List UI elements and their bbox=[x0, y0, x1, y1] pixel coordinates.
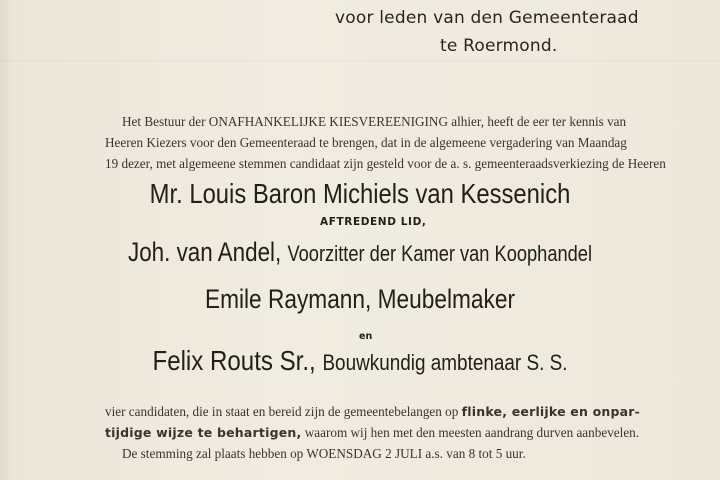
candidate-4-name: Felix Routs Sr., bbox=[152, 345, 316, 376]
heading-line-2: te Roermond. bbox=[440, 36, 558, 56]
intro-line-1: Het Bestuur der ONAFHANKELIJKE KIESVEREENIGING alhier, heeft de eer ter kennis van bbox=[122, 114, 627, 129]
candidate-3 bbox=[58, 284, 663, 315]
closing-line-1 bbox=[105, 404, 640, 420]
paper-fold bbox=[0, 60, 720, 62]
closing-line-2 bbox=[105, 425, 639, 441]
en-conjunction: en bbox=[359, 331, 373, 342]
closing-line-3: De stemming zal plaats hebben op WOENSDAG 2 JULI a.s. van 8 tot 5 uur. bbox=[122, 446, 526, 461]
candidate-1 bbox=[54, 178, 666, 210]
closing-line-1-emphasis: flinke, eerlijke en onpar- bbox=[461, 404, 641, 419]
heading-line-1: voor leden van den Gemeenteraad bbox=[335, 8, 639, 28]
closing-line-2-text: waarom wij hen met den meesten aandrang durven aanbevelen. bbox=[304, 425, 640, 440]
candidate-3-name: Emile Raymann, Meubelmaker bbox=[204, 284, 516, 314]
closing-line-2-emphasis: tijdige wijze te behartigen, bbox=[105, 425, 302, 440]
candidate-4-role: Bouwkundig ambtenaar S. S. bbox=[322, 350, 568, 375]
closing-line-1-text: vier candidaten, die in staat en bereid zijn de gemeentebelangen op bbox=[105, 404, 459, 419]
paper-edge-shadow bbox=[0, 0, 14, 480]
intro-line-2: Heeren Kiezers voor den Gemeenteraad te brengen, dat in de algemeene vergadering van Maandag bbox=[105, 135, 627, 150]
candidate-2 bbox=[61, 237, 659, 268]
candidate-2-name: Joh. van Andel, bbox=[127, 237, 282, 267]
candidate-1-name: Mr. Louis Baron Michiels van Kessenich bbox=[149, 178, 571, 209]
intro-line-3: 19 dezer, met algemeene stemmen candidaat zijn gesteld voor de a. s. gemeenteraadsverkiezing de Heeren bbox=[105, 156, 666, 171]
candidate-2-role: Voorzitter der Kamer van Koophandel bbox=[287, 241, 592, 266]
aftredend-lid-label: AFTREDEND LID, bbox=[320, 216, 427, 228]
candidate-4 bbox=[50, 345, 669, 377]
